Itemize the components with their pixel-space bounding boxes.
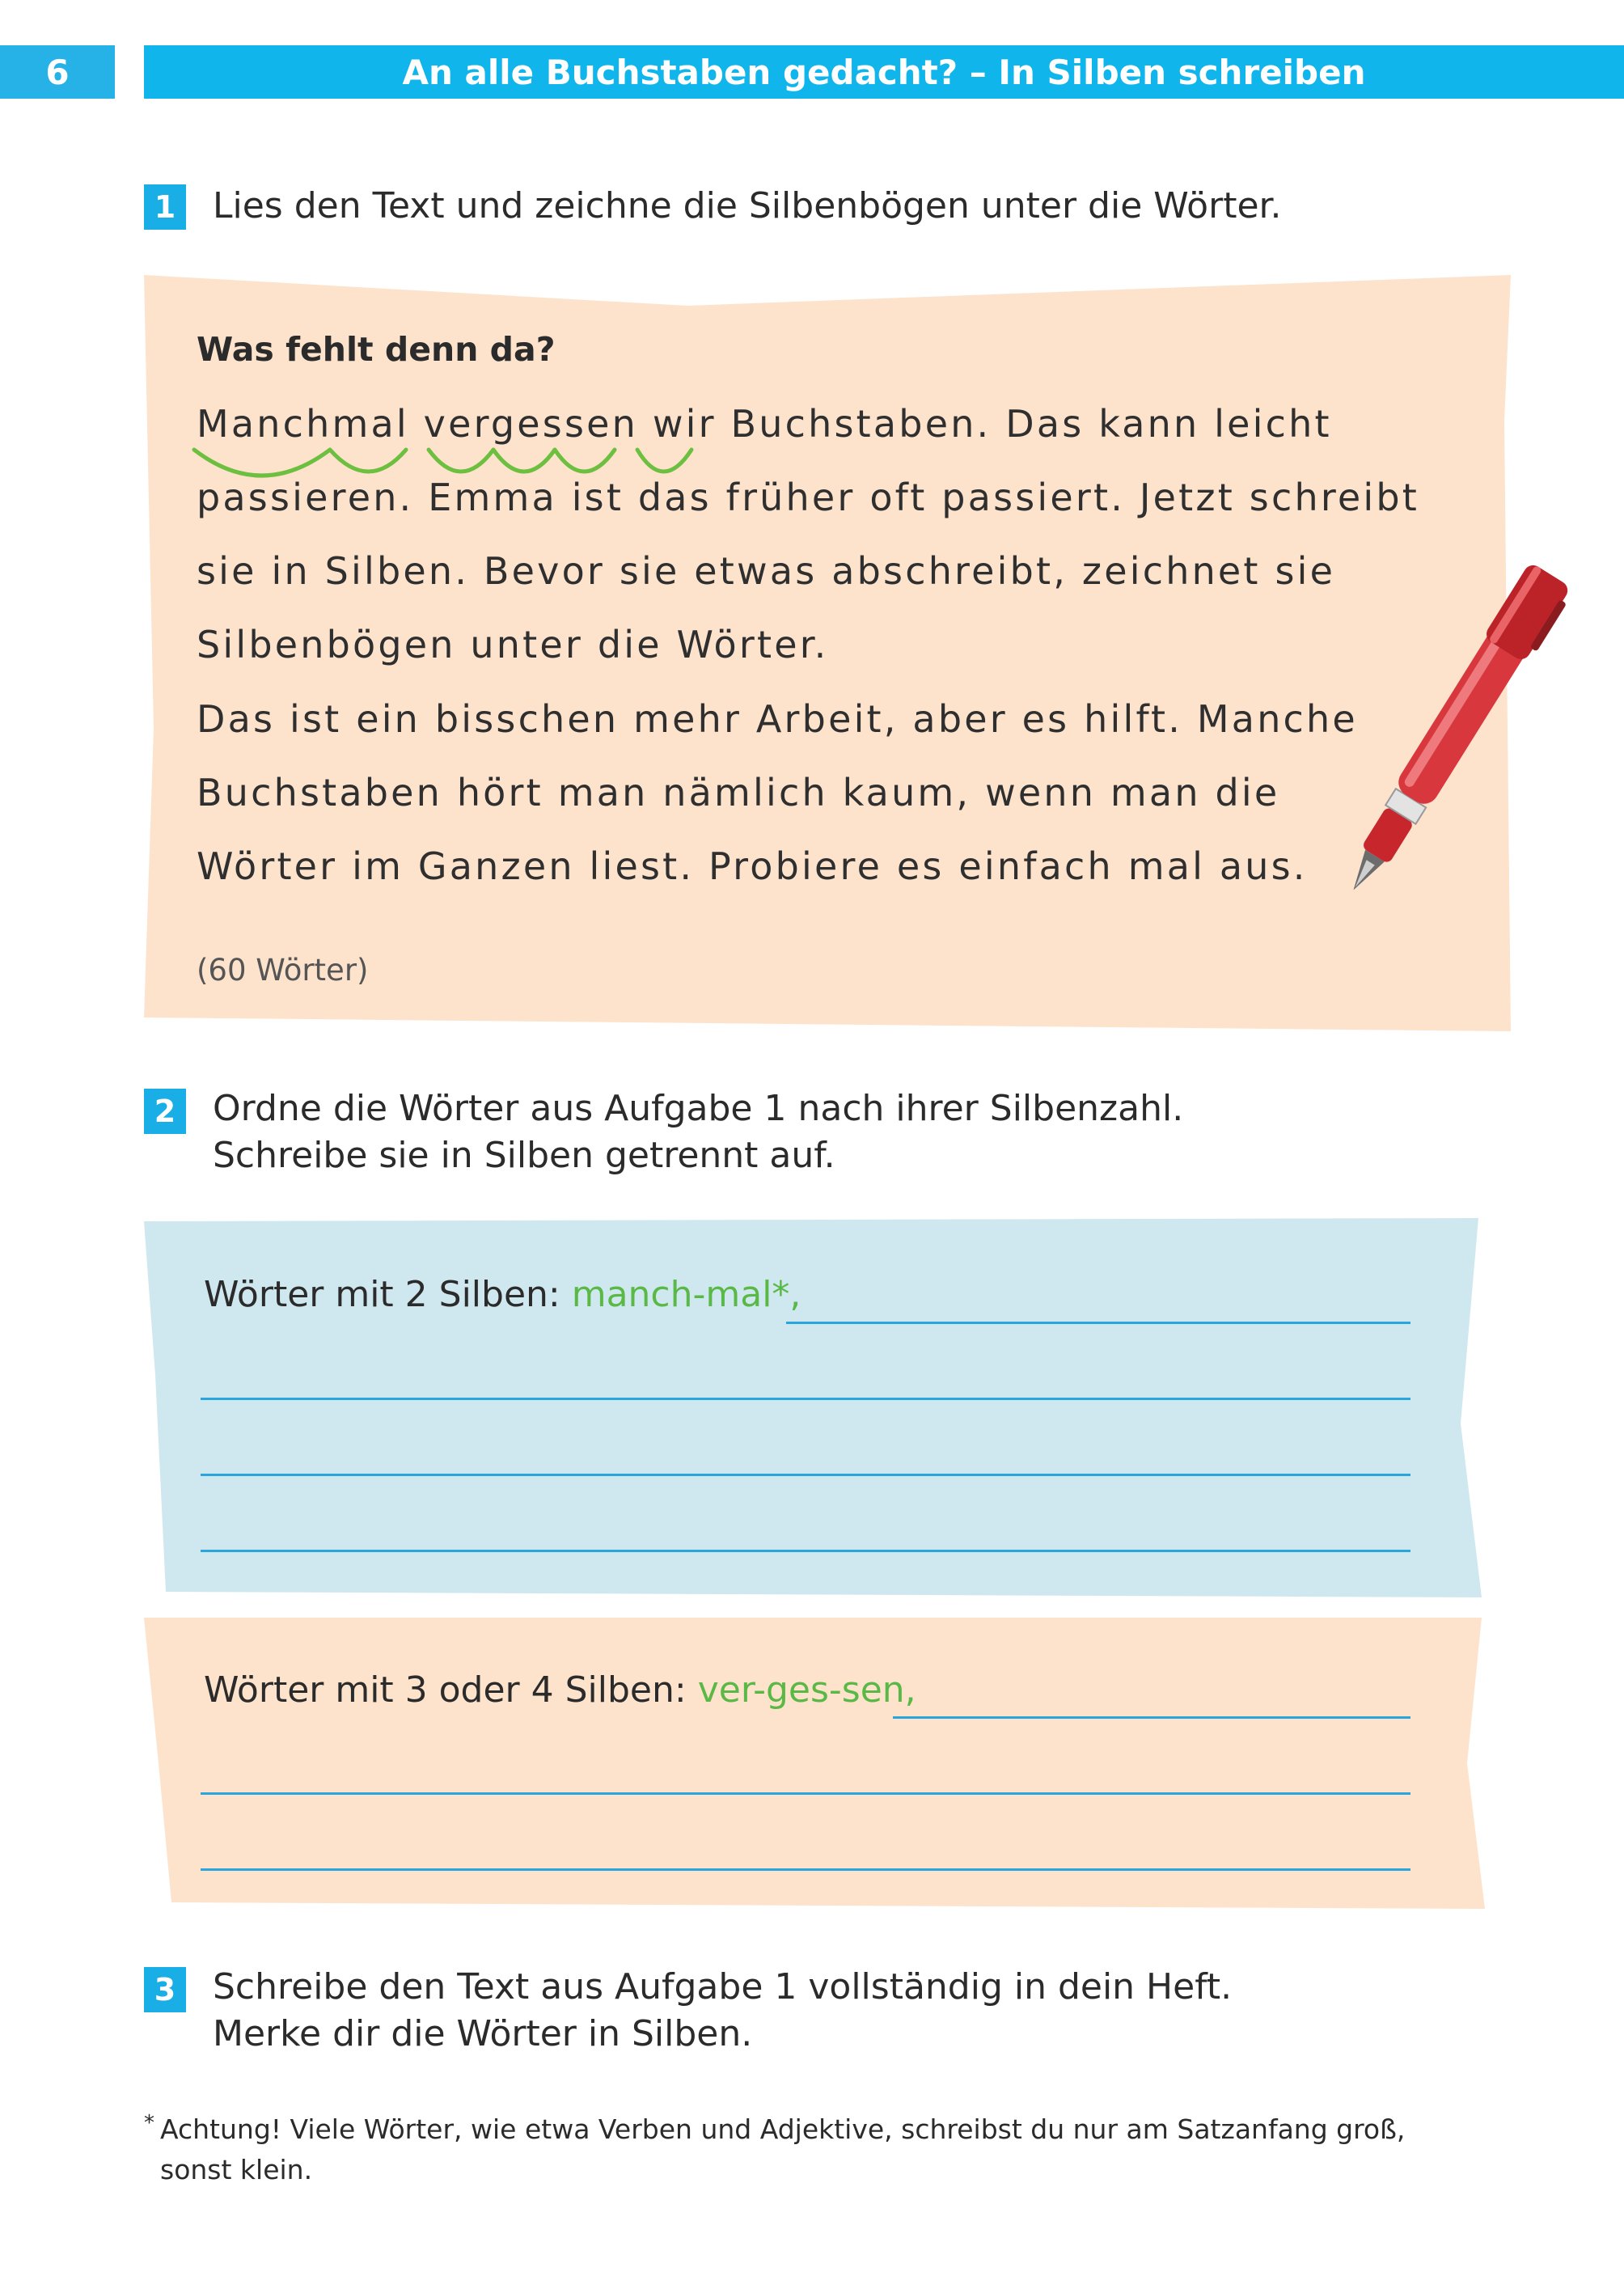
word-count: (60 Wörter) bbox=[197, 953, 369, 988]
footnote bbox=[144, 2109, 1406, 2190]
task-3-instruction-line: Merke dir die Wörter in Silben. bbox=[213, 2013, 753, 2054]
task-3-instruction-line: Schreibe den Text aus Aufgabe 1 vollständig in dein Heft. bbox=[213, 1966, 1233, 2007]
story-line: Manchmal vergessen wir Buchstaben. Das kann leicht bbox=[197, 402, 1332, 446]
task-2-instruction-line: Ordne die Wörter aus Aufgabe 1 nach ihrer Silbenzahl. bbox=[213, 1088, 1184, 1129]
two-syllables-label bbox=[204, 1274, 801, 1315]
story-line: Silbenbögen unter die Wörter. bbox=[197, 623, 829, 666]
answer-line[interactable] bbox=[201, 1398, 1410, 1400]
task-3-number: 3 bbox=[144, 1967, 186, 2012]
story-line: Buchstaben hört man nämlich kaum, wenn man die bbox=[197, 771, 1280, 814]
three-syllables-example: ver-ges-sen, bbox=[697, 1669, 916, 1711]
story-line: sie in Silben. Bevor sie etwas abschreibt, zeichnet sie bbox=[197, 549, 1336, 593]
two-syllables-label-text: Wörter mit 2 Silben: bbox=[204, 1274, 572, 1315]
task-1-number: 1 bbox=[144, 184, 186, 230]
answer-line[interactable] bbox=[786, 1322, 1410, 1324]
footnote-mark: * bbox=[144, 2111, 154, 2135]
story-title: Was fehlt denn da? bbox=[197, 330, 556, 369]
three-syllables-label-text: Wörter mit 3 oder 4 Silben: bbox=[204, 1669, 698, 1711]
story-line: passieren. Emma ist das früher oft passiert. Jetzt schreibt bbox=[197, 476, 1420, 519]
answer-line[interactable] bbox=[201, 1868, 1410, 1871]
answer-line[interactable] bbox=[201, 1792, 1410, 1795]
task-1-instruction: Lies den Text und zeichne die Silbenbögen unter die Wörter. bbox=[213, 185, 1282, 226]
story-line: Wörter im Ganzen liest. Probiere es einfach mal aus. bbox=[197, 844, 1308, 888]
three-syllables-label bbox=[204, 1669, 916, 1711]
task-2-instruction-line: Schreibe sie in Silben getrennt auf. bbox=[213, 1135, 835, 1176]
answer-line[interactable] bbox=[201, 1474, 1410, 1476]
answer-line[interactable] bbox=[893, 1716, 1410, 1719]
page-number: 6 bbox=[0, 45, 115, 99]
task-2-number: 2 bbox=[144, 1089, 186, 1134]
footnote-line: Achtung! Viele Wörter, wie etwa Verben und Adjektive, schreibst du nur am Satzanfang groß, bbox=[160, 2113, 1406, 2145]
task-3-instruction bbox=[213, 1964, 1232, 2058]
two-syllables-example: manch-mal*, bbox=[571, 1274, 801, 1315]
footnote-line: sonst klein. bbox=[160, 2154, 313, 2185]
task-2-instruction bbox=[213, 1085, 1183, 1179]
story-line: Das ist ein bisschen mehr Arbeit, aber es hilft. Manche bbox=[197, 697, 1358, 741]
page-title: An alle Buchstaben gedacht? – In Silben schreiben bbox=[144, 45, 1624, 99]
answer-line[interactable] bbox=[201, 1550, 1410, 1552]
answer-box-three-syllables-bg bbox=[144, 1618, 1485, 1909]
